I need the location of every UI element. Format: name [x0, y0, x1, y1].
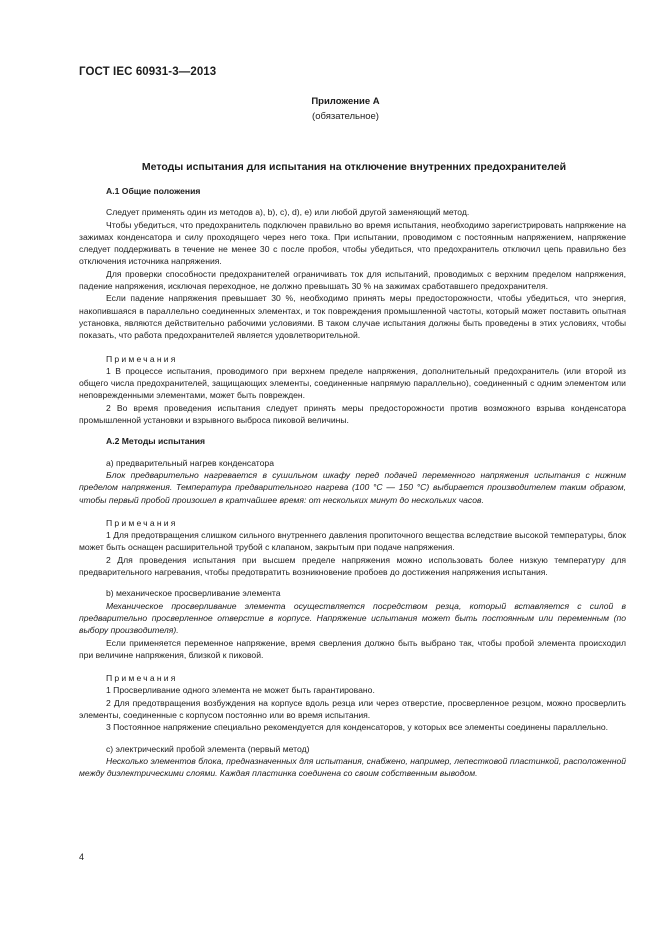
note-item: 2 Для предотвращения возбуждения на корпусе вдоль резца или через отверстие, просверленное резцом, можно просверлить элементы, соединенные с корпусом постоянно или во время испытания. — [79, 697, 626, 720]
appendix-block — [0, 94, 661, 124]
method-label: c) электрический пробой элемента (первый метод) — [106, 743, 310, 754]
paragraph: Если применяется переменное напряжение, время сверления должно быть выбрано так, чтобы пробой элемента происходил при величине напряжения, близкой к пиковой. — [79, 637, 626, 660]
note-item: 3 Постоянное напряжение специально рекомендуется для конденсаторов, у которых все элементы соединены параллельно. — [106, 722, 609, 733]
note-item: 1 Просверливание одного элемента не может быть гарантировано. — [106, 685, 375, 696]
method-text: Механическое просверливание элемента осуществляется посредством резца, который вставляется с силой в предварительно просверленное отверстие в корпусе. Напряжение испытания может быть постоянным или переменным (по выбору производителя). — [79, 600, 626, 636]
note-item: 1 В процессе испытания, проводимого при верхнем пределе напряжения, дополнительный предохранитель (или второй из общего числа предохранителей, защищающих элементы, соединенные напрямую параллельно), соединенный с одним элементом или неповрежденными элементами, может быть поврежден. — [79, 365, 626, 401]
appendix-title: Приложение А — [311, 96, 380, 107]
main-title: Методы испытания для испытания на отключение внутренних предохранителей — [141, 161, 567, 173]
notes-label: Примечания — [106, 673, 178, 684]
paragraph: Для проверки способности предохранителей ограничивать ток для испытаний, проводимых с верхним пределом напряжения, падение напряжения, исключая переходное, не должно превышать 30 % на зажимах сработавшего предохранителя. — [79, 268, 626, 292]
note-item: 2 Во время проведения испытания следует принять меры предосторожности против возможного взрыва конденсатора промышленной установки и взрывного выброса пиковой величины. — [79, 402, 626, 426]
page-number: 4 — [79, 852, 85, 862]
appendix-status: (обязательное) — [312, 111, 379, 122]
paragraph: Если падение напряжения превышает 30 %, необходимо принять меры предосторожности, чтобы убедиться, что энергия, накопившаяся в параллельно соединенных элементах, и ток повреждения промышленной частоты, который может поставить опытная установка, являются действительно рабочими условиями. В таком случае испытания должны быть проведены в этих условиях, чтобы показать, что работа предохранителей является удовлетворительной. — [79, 293, 626, 341]
note-item: 1 Для предотвращения слишком сильного внутреннего давления пропиточного вещества вследствие высокой температуры, блок может быть оснащен расширительной трубой с клапаном, закрытым при подаче напряжения. — [79, 530, 626, 553]
method-label: a) предварительный нагрев конденсатора — [106, 457, 274, 468]
section-heading-a1: А.1 Общие положения — [106, 186, 201, 196]
notes-label: Примечания — [106, 517, 178, 528]
body-text — [79, 185, 626, 779]
notes-label: Примечания — [106, 353, 178, 364]
document-header: ГОСТ IEC 60931-3—2013 — [79, 66, 217, 78]
note-item: 2 Для проведения испытания при высшем пределе напряжения можно использовать более низкую температуру для предварительного нагревания, чтобы предотвратить возникновение пробоев до достижения напряжения испытания. — [79, 554, 626, 578]
section-heading-a2: А.2 Методы испытания — [106, 436, 206, 447]
paragraph: Чтобы убедиться, что предохранитель подключен правильно во время испытания, необходимо зарегистрировать напряжение на зажимах конденсатора и силу проходящего через него тока. При испытании, проводимом с постоянным напряжением, напряжение следует поддерживать в течение не менее 30 с после пробоя, чтобы убедиться, что предохранитель отключил цепь правильно без отключения источника напряжения. — [79, 219, 626, 267]
paragraph: Следует применять один из методов a), b), c), d), e) или любой другой заменяющий метод. — [106, 207, 470, 218]
method-label: b) механическое просверливание элемента — [106, 588, 281, 599]
method-text: Блок предварительно нагревается в сушильном шкафу перед подачей переменного напряжения испытания с нижним пределом напряжения. Температура предварительного нагрева (100 °С — 150 °С) выбирается производителем таким образом, чтобы первый пробой произошел в кратчайшее время: от нескольких минут до нескольких часов. — [79, 469, 626, 505]
method-text: Несколько элементов блока, предназначенных для испытания, снабжено, например, лепестковой пластинкой, расположенной между диэлектрическими слоями. Каждая пластинка соединена со своим собственным выводом. — [79, 755, 626, 779]
